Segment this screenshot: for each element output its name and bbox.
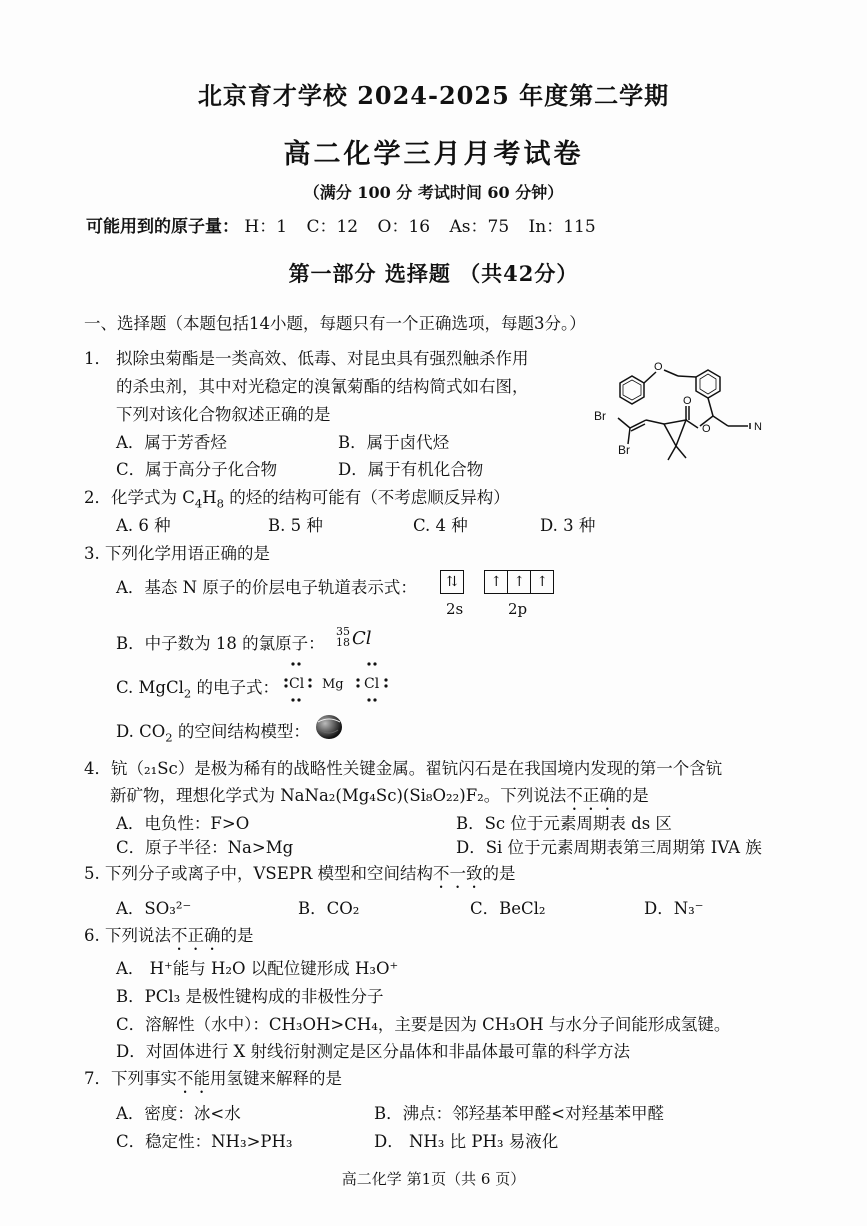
orbital-2p [484, 570, 554, 594]
q4-stem-line2-text: 新矿物，理想化学式为 NaNa₂(Mg₄Sc)(Si₈O₂₂)F₂。下列说法 [110, 786, 567, 805]
q3-c-text: C. MgCl [116, 678, 184, 697]
q4-option-a: A．电负性：F>O [116, 814, 250, 833]
q5-option-a: A．SO₃²⁻ [116, 899, 192, 918]
mass-c: C：12 [306, 217, 359, 237]
orbital-label-2s: 2s [446, 600, 464, 618]
q7-option-d: D． NH₃ 比 PH₃ 易液化 [374, 1132, 559, 1151]
exam-meta: （满分 100 分 考试时间 60 分钟） [303, 183, 564, 202]
section-instruction: 一、选择题（本题包括14小题，每题只有一个正确选项，每题3分。） [84, 314, 586, 333]
q6-stem [84, 922, 254, 954]
orbital-box-paired: ⇅ [440, 570, 464, 594]
q3-option-d [116, 718, 310, 744]
q6-stem-text: 6. 下列说法 [84, 926, 171, 945]
q6-emphasis: 不正确 [171, 926, 221, 945]
q2-option-d: D. 3 种 [540, 516, 596, 535]
q4-option-d: D．Si 位于元素周期表第三周期第 IVA 族 [456, 838, 762, 857]
q1-stem-line1: 拟除虫菊酯是一类高效、低毒、对昆虫具有强烈触杀作用 [116, 349, 529, 368]
q7-option-b: B．沸点：邻羟基苯甲醛<对羟基苯甲醛 [374, 1104, 664, 1123]
q4-option-c: C．原子半径：Na>Mg [116, 838, 294, 857]
cl-left: Cl [289, 676, 305, 692]
mass-h: H：1 [244, 217, 288, 237]
svg-text:O: O [654, 361, 663, 373]
svg-text:Br: Br [594, 409, 606, 423]
q1-number: 1． [84, 349, 111, 368]
q5-stem-end: 的是 [482, 864, 516, 883]
q5-option-c: C．BeCl₂ [470, 899, 546, 918]
q1-option-a: A．属于芳香烃 [116, 433, 227, 452]
q6-option-d: D．对固体进行 X 射线衍射测定是区分晶体和非晶体最可靠的科学方法 [116, 1042, 630, 1061]
q2-sub1: 4 [194, 496, 203, 511]
q7-stem-end: 用氢键来解释的是 [210, 1069, 342, 1088]
q4-stem-line1: 4．钪（₂₁Sc）是极为稀有的战略性关键金属。翟钪闪石是在我国境内发现的第一个含钪 [84, 759, 723, 778]
q2-stem [84, 484, 510, 510]
orbital-box-up: ↑ [484, 570, 508, 594]
svg-text:Br: Br [618, 443, 630, 457]
q1-stem-line3: 下列对该化合物叙述正确的是 [116, 405, 331, 424]
q6-stem-end: 的是 [220, 926, 254, 945]
deltamethrin-structure [588, 348, 788, 473]
q7-option-c: C．稳定性：NH₃>PH₃ [116, 1132, 293, 1151]
q3-option-b: B．中子数为 18 的氯原子： [116, 634, 325, 653]
q5-stem-text: 5. 下列分子或离子中，VSEPR 模型和空间结构 [84, 864, 434, 883]
part1-title: 第一部分 选择题 （共42分） [288, 261, 579, 286]
mass-o: O：16 [377, 217, 431, 237]
co2-space-filling-model-icon [312, 712, 346, 742]
mg-center: Mg [322, 677, 344, 692]
cl-right: Cl [364, 676, 380, 692]
q6-option-c: C．溶解性（水中）：CH₃OH>CH₄，主要是因为 CH₃OH 与水分子间能形成氢键。 [116, 1015, 731, 1034]
q5-option-d: D．N₃⁻ [644, 899, 704, 918]
q6-option-a: A． H⁺能与 H₂O 以配位键形成 H₃O⁺ [116, 959, 399, 978]
cl-mass-number: 35 [336, 625, 350, 638]
q2-stem-b: H [202, 488, 217, 507]
q2-option-b: B. 5 种 [268, 516, 323, 535]
q5-option-b: B．CO₂ [298, 899, 360, 918]
q2-stem-c: 的烃的结构可能有（不考虑顺反异构） [223, 488, 510, 507]
q3-option-a: A．基态 N 原子的价层电子轨道表示式： [116, 578, 417, 597]
q4-stem-line2-end: 的是 [615, 786, 649, 805]
mass-in: In：115 [528, 217, 596, 237]
q1-option-d: D．属于有机化合物 [338, 460, 484, 479]
q2-sub2: 8 [216, 496, 224, 511]
orbital-label-2p: 2p [508, 600, 528, 618]
mass-as: As：75 [449, 217, 510, 237]
svg-text:N: N [754, 421, 762, 433]
cl-isotope-numbers [336, 626, 350, 648]
q3-d-text: D. CO [116, 722, 166, 741]
q5-emphasis: 不一致 [433, 864, 483, 883]
atomic-masses-line [86, 212, 610, 237]
q7-stem-text: 7．下列事实 [84, 1069, 177, 1088]
cl-symbol: Cl [352, 628, 372, 649]
orbital-box-up: ↑ [531, 570, 554, 594]
q2-option-a: A. 6 种 [116, 516, 171, 535]
school-term-heading: 北京育才学校 2024-2025 年度第二学期 [197, 81, 670, 110]
q2-stem-a: 2．化学式为 C [84, 488, 195, 507]
svg-text:O: O [702, 423, 711, 435]
q3-stem: 3. 下列化学用语正确的是 [84, 544, 270, 563]
cl-atomic-number: 18 [336, 636, 350, 649]
orbital-box-up: ↑ [508, 570, 531, 594]
atomic-masses-label: 可能用到的原子量： [86, 217, 239, 237]
q3-option-c [116, 674, 279, 700]
orbital-2s [440, 570, 464, 594]
exam-title: 高二化学三月月考试卷 [283, 139, 584, 170]
q3-c-sub: 2 [183, 686, 192, 701]
mgcl2-electron-formula [276, 656, 396, 706]
q1-stem-line2: 的杀虫剂，其中对光稳定的溴氰菊酯的结构简式如右图， [116, 377, 529, 396]
q7-option-a: A．密度：冰<水 [116, 1104, 241, 1123]
q2-option-c: C. 4 种 [413, 516, 468, 535]
q1-option-c: C．属于高分子化合物 [116, 460, 278, 479]
q1-option-b: B．属于卤代烃 [338, 433, 450, 452]
page-footer: 高二化学 第1页（共 6 页） [341, 1170, 526, 1188]
q4-option-b: B．Sc 位于元素周期表 ds 区 [456, 814, 672, 833]
q3-d-text2: 的空间结构模型： [172, 722, 310, 741]
q3-d-sub: 2 [165, 730, 173, 745]
q7-emphasis: 不能 [177, 1069, 210, 1088]
q6-option-b: B．PCl₃ 是极性键构成的非极性分子 [116, 987, 384, 1006]
q5-stem [84, 860, 516, 892]
q4-emphasis: 不正确 [566, 786, 616, 805]
svg-text:O: O [683, 395, 692, 407]
q3-c-text2: 的电子式： [191, 678, 279, 697]
q7-stem [84, 1065, 342, 1097]
orbital-diagram [440, 570, 554, 594]
